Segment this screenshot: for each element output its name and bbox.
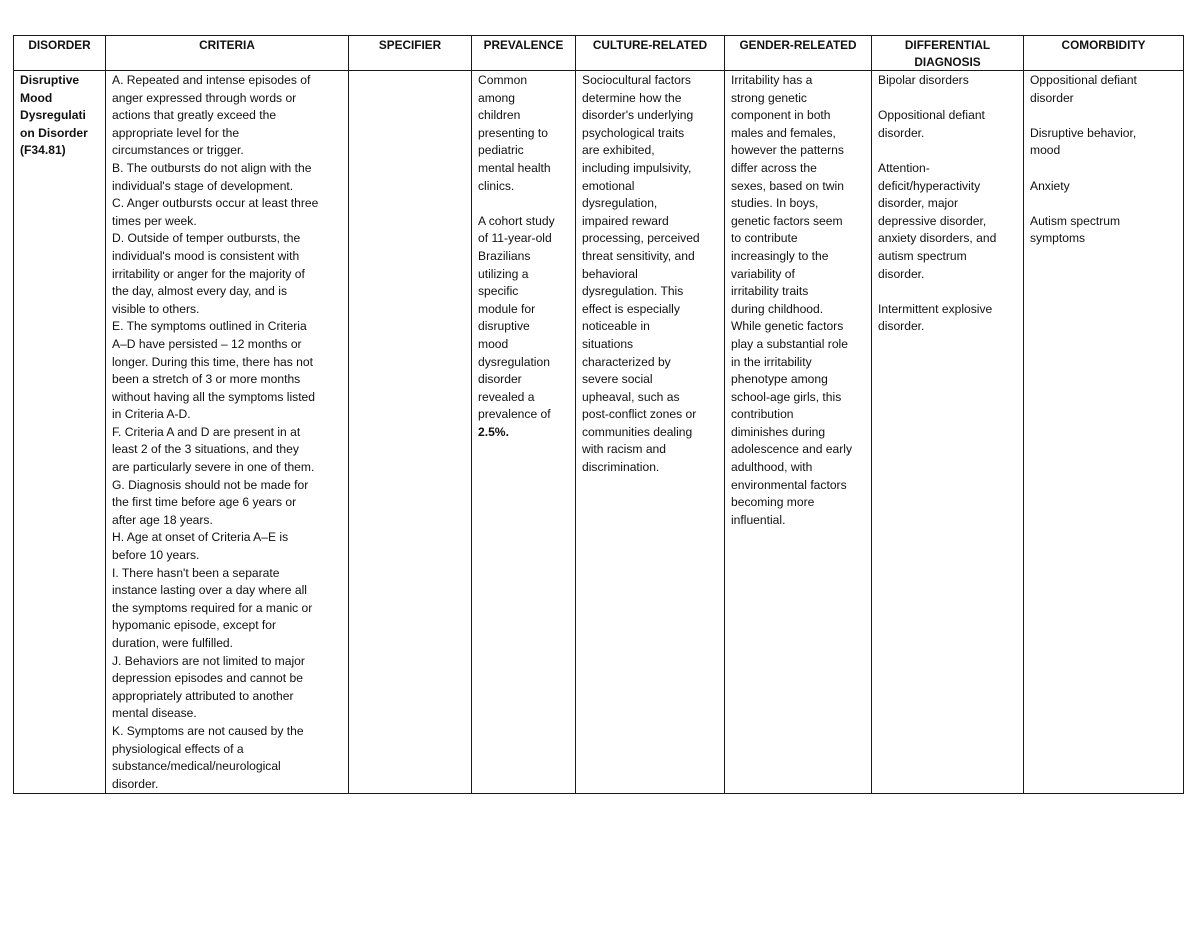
text-line: B. The outbursts do not align with the bbox=[112, 160, 312, 175]
text-line: depression episodes and cannot be bbox=[112, 671, 303, 686]
comorbidity-item bbox=[1030, 72, 1177, 107]
text-line: times per week. bbox=[112, 213, 197, 228]
disorder-cell bbox=[14, 71, 106, 794]
text-line: E. The symptoms outlined in Criteria bbox=[112, 319, 307, 334]
text-line: effect is especially bbox=[582, 301, 680, 316]
text-line: component in both bbox=[731, 108, 831, 123]
differential-item bbox=[878, 301, 1017, 336]
comorbidity-item bbox=[1030, 178, 1177, 196]
text-line: genetic factors seem bbox=[731, 213, 843, 228]
text-line: Irritability has a bbox=[731, 73, 813, 87]
text-line: Anxiety bbox=[1030, 178, 1070, 193]
text-line: children bbox=[478, 108, 521, 123]
text-line: appropriate level for the bbox=[112, 125, 240, 140]
text-line: duration, were fulfilled. bbox=[112, 636, 234, 650]
text-line: anxiety disorders, and bbox=[878, 231, 997, 246]
text-line: mental disease. bbox=[112, 706, 197, 721]
text-line: are exhibited, bbox=[582, 143, 655, 158]
text-line: to contribute bbox=[731, 231, 798, 246]
text-line: module for bbox=[478, 301, 536, 316]
differential-item bbox=[878, 107, 1017, 142]
text-line: irritability or anger for the majority of bbox=[112, 266, 305, 281]
text-line: dysregulation bbox=[478, 354, 550, 369]
text-line: without having all the symptoms listed bbox=[112, 389, 316, 404]
text-line: disorder. bbox=[112, 776, 159, 791]
text-line: before 10 years. bbox=[112, 548, 200, 563]
prevalence-paragraph bbox=[478, 72, 569, 195]
text-line: school-age girls, this bbox=[731, 389, 842, 404]
text-line: disorder bbox=[1030, 90, 1074, 105]
comorbidity-item bbox=[1030, 125, 1177, 160]
text-line: anger expressed through words or bbox=[112, 90, 297, 105]
text-line: disorder bbox=[478, 372, 522, 387]
text-line: differ across the bbox=[731, 160, 817, 175]
text-line: actions that greatly exceed the bbox=[112, 108, 277, 123]
text-line: appropriately attributed to another bbox=[112, 688, 294, 703]
text-line: utilizing a bbox=[478, 266, 529, 281]
text-line: however the patterns bbox=[731, 143, 844, 158]
criteria-cell bbox=[106, 71, 349, 794]
text-line: circumstances or trigger. bbox=[112, 143, 244, 158]
text-line: the day, almost every day, and is bbox=[112, 284, 287, 299]
text-line: threat sensitivity, and bbox=[582, 248, 695, 263]
text-line: upheaval, such as bbox=[582, 389, 680, 404]
text-line: psychological traits bbox=[582, 125, 685, 140]
prevalence-paragraph bbox=[478, 213, 569, 424]
text-line: variability of bbox=[731, 266, 795, 281]
text-line: dysregulation, bbox=[582, 196, 658, 211]
text-line: Bipolar disorders bbox=[878, 73, 969, 87]
table-row bbox=[14, 71, 1184, 794]
text-line: among bbox=[478, 90, 515, 105]
text-line: C. Anger outbursts occur at least three bbox=[112, 196, 319, 211]
text-line: prevalence of bbox=[478, 407, 551, 422]
text-line: dysregulation. This bbox=[582, 284, 684, 299]
text-line: Oppositional defiant bbox=[1030, 73, 1137, 87]
text-line: in the irritability bbox=[731, 354, 812, 369]
text-line: instance lasting over a day where all bbox=[112, 583, 307, 598]
text-line: clinics. bbox=[478, 178, 515, 193]
text-line: physiological effects of a bbox=[112, 741, 244, 756]
text-line: diminishes during bbox=[731, 424, 826, 439]
header-differential-diagnosis: DIFFERENTIAL DIAGNOSIS bbox=[872, 36, 1024, 71]
text-line: presenting to bbox=[478, 125, 548, 140]
text-line: disorder's underlying bbox=[582, 108, 694, 123]
prevalence-value: 2.5%. bbox=[478, 424, 509, 439]
text-line: becoming more bbox=[731, 495, 815, 510]
text-line: mood bbox=[1030, 143, 1061, 158]
text-line: during childhood. bbox=[731, 301, 824, 316]
header-gender-related: GENDER-RELEATED bbox=[725, 36, 872, 71]
text-line: pediatric bbox=[478, 143, 524, 158]
text-line: J. Behaviors are not limited to major bbox=[112, 653, 305, 668]
text-line: characterized by bbox=[582, 354, 671, 369]
text-line: disorder. bbox=[878, 319, 925, 334]
disorder-name-line: Disruptive bbox=[20, 73, 80, 87]
text-line: adulthood, with bbox=[731, 460, 813, 475]
text-line: processing, perceived bbox=[582, 231, 700, 246]
text-line: Sociocultural factors bbox=[582, 73, 691, 87]
text-line: environmental factors bbox=[731, 477, 847, 492]
comorbidity-item bbox=[1030, 213, 1177, 248]
text-line: D. Outside of temper outbursts, the bbox=[112, 231, 301, 246]
gender-related-cell bbox=[725, 71, 872, 794]
text-line: adolescence and early bbox=[731, 442, 853, 457]
text-line: visible to others. bbox=[112, 301, 200, 316]
text-line: mental health bbox=[478, 160, 551, 175]
text-line: substance/medical/neurological bbox=[112, 759, 281, 774]
text-line: are particularly severe in one of them. bbox=[112, 460, 315, 475]
text-line: A. Repeated and intense episodes of bbox=[112, 73, 311, 87]
text-line: strong genetic bbox=[731, 90, 807, 105]
disorder-name-line: Mood bbox=[20, 90, 53, 105]
text-line: behavioral bbox=[582, 266, 638, 281]
text-line: in Criteria A-D. bbox=[112, 407, 191, 422]
text-line: autism spectrum bbox=[878, 248, 967, 263]
text-line: sexes, based on twin bbox=[731, 178, 844, 193]
header-culture-related: CULTURE-RELATED bbox=[576, 36, 725, 71]
text-line: males and females, bbox=[731, 125, 836, 140]
text-line: Oppositional defiant bbox=[878, 108, 985, 123]
text-line: F. Criteria A and D are present in at bbox=[112, 424, 301, 439]
text-line: of 11-year-old bbox=[478, 231, 552, 246]
text-line: studies. In boys, bbox=[731, 196, 819, 211]
text-line: Disruptive behavior, bbox=[1030, 125, 1137, 140]
text-line: phenotype among bbox=[731, 372, 828, 387]
text-line: severe social bbox=[582, 372, 653, 387]
header-disorder: DISORDER bbox=[14, 36, 106, 71]
text-line: deficit/hyperactivity bbox=[878, 178, 981, 193]
text-line: depressive disorder, bbox=[878, 213, 987, 228]
text-line: disruptive bbox=[478, 319, 530, 334]
text-line: disorder. bbox=[878, 266, 925, 281]
disorder-name-line: Dysregulati bbox=[20, 108, 86, 123]
text-line: disorder. bbox=[878, 125, 925, 140]
text-line: mood bbox=[478, 336, 509, 351]
text-line: post-conflict zones or bbox=[582, 407, 697, 422]
text-line: Intermittent explosive bbox=[878, 301, 993, 316]
text-line: revealed a bbox=[478, 389, 535, 404]
header-prevalence: PREVALENCE bbox=[472, 36, 576, 71]
differential-item bbox=[878, 72, 1017, 90]
text-line: play a substantial role bbox=[731, 336, 848, 351]
text-line: irritability traits bbox=[731, 284, 809, 299]
text-line: Attention- bbox=[878, 160, 930, 175]
text-line: Autism spectrum bbox=[1030, 213, 1121, 228]
text-line: specific bbox=[478, 284, 519, 299]
text-line: A–D have persisted – 12 months or bbox=[112, 336, 302, 351]
header-comorbidity: COMORBIDITY bbox=[1024, 36, 1184, 71]
disorder-name-line: on Disorder bbox=[20, 125, 88, 140]
text-line: been a stretch of 3 or more months bbox=[112, 372, 301, 387]
text-line: A cohort study bbox=[478, 213, 555, 228]
text-line: disorder, major bbox=[878, 196, 958, 211]
text-line: the symptoms required for a manic or bbox=[112, 600, 313, 615]
differential-item bbox=[878, 160, 1017, 283]
text-line: individual's mood is consistent with bbox=[112, 248, 300, 263]
text-line: discrimination. bbox=[582, 460, 660, 475]
text-line: influential. bbox=[731, 512, 786, 527]
text-line: Common bbox=[478, 73, 528, 87]
header-specifier: SPECIFIER bbox=[349, 36, 472, 71]
header-row bbox=[14, 36, 1184, 71]
text-line: noticeable in bbox=[582, 319, 650, 334]
differential-diagnosis-cell bbox=[872, 71, 1024, 794]
specifier-cell bbox=[349, 71, 472, 794]
text-line: K. Symptoms are not caused by the bbox=[112, 723, 304, 738]
text-line: H. Age at onset of Criteria A–E is bbox=[112, 530, 289, 545]
text-line: least 2 of the 3 situations, and they bbox=[112, 442, 299, 457]
header-criteria: CRITERIA bbox=[106, 36, 349, 71]
text-line: emotional bbox=[582, 178, 635, 193]
culture-related-cell bbox=[576, 71, 725, 794]
text-line: impaired reward bbox=[582, 213, 669, 228]
text-line: hypomanic episode, except for bbox=[112, 618, 277, 633]
text-line: with racism and bbox=[582, 442, 667, 457]
text-line: individual's stage of development. bbox=[112, 178, 294, 193]
text-line: G. Diagnosis should not be made for bbox=[112, 477, 309, 492]
text-line: after age 18 years. bbox=[112, 512, 213, 527]
comorbidity-cell bbox=[1024, 71, 1184, 794]
disorder-table bbox=[13, 35, 1184, 794]
text-line: While genetic factors bbox=[731, 319, 844, 334]
text-line: Brazilians bbox=[478, 248, 531, 263]
prevalence-cell bbox=[472, 71, 576, 794]
text-line: increasingly to the bbox=[731, 248, 829, 263]
text-line: longer. During this time, there has not bbox=[112, 354, 313, 369]
text-line: communities dealing bbox=[582, 424, 693, 439]
text-line: symptoms bbox=[1030, 231, 1086, 246]
text-line: situations bbox=[582, 336, 634, 351]
disorder-code: (F34.81) bbox=[20, 143, 66, 158]
text-line: contribution bbox=[731, 407, 794, 422]
text-line: including impulsivity, bbox=[582, 160, 692, 175]
text-line: the first time before age 6 years or bbox=[112, 495, 297, 510]
text-line: determine how the bbox=[582, 90, 682, 105]
text-line: I. There hasn't been a separate bbox=[112, 565, 280, 580]
